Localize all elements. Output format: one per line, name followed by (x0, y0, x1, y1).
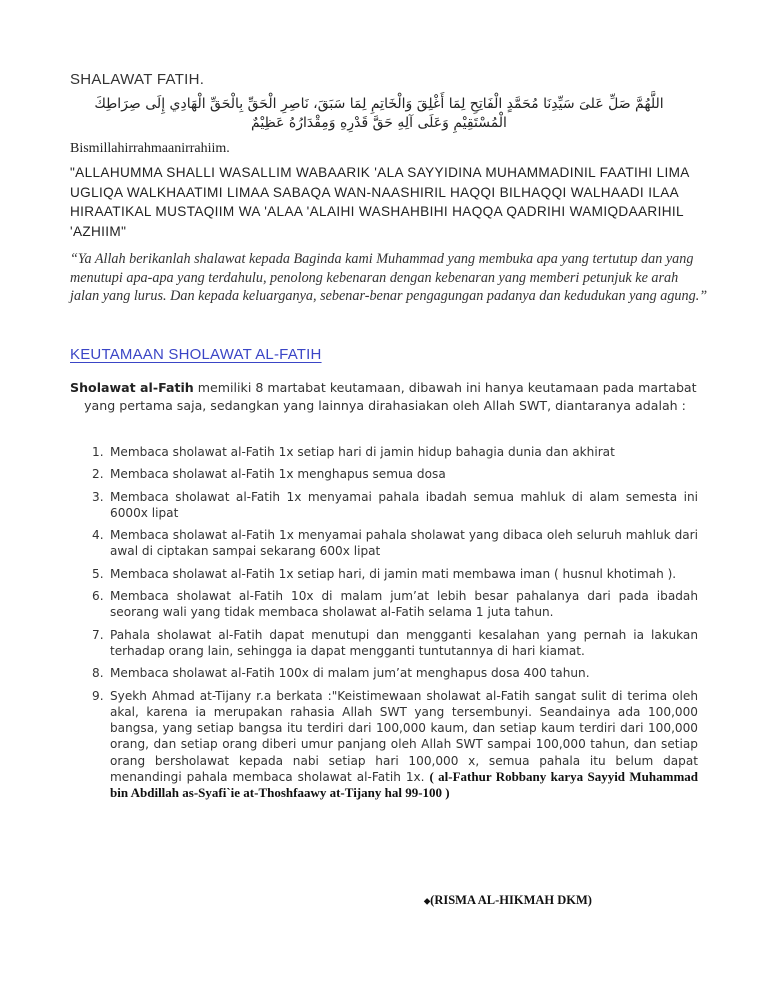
list-item (92, 527, 698, 560)
transliteration-paragraph: "ALLAHUMMA SHALLI WASALLIM WABAARIK 'ALA SAYYIDINA MUHAMMADINIL FAATIHI LIMA UGLIQA WALKHAATIMI LIMAA SABAQA WAN-NAASHIRIL HAQQI BILHAQQI WALHAADI ILAA HIRAATIKAL MUSTAQIIM WA 'ALAA 'ALAIHI WASHAHBIHI HAQQA QADRIHI WAMIQDAARIHIL 'AZHIIM" (70, 165, 689, 239)
intro-paragraph (70, 379, 700, 414)
reference-citation: ( al-Fathur Robbany karya Sayyid Muhammad bin Abdillah as-Syafi`ie at-Thoshfaawy at-Tijany hal 99-100 ) (110, 769, 698, 801)
footer-signature (424, 893, 592, 908)
list-item-number: 3. (92, 489, 104, 504)
bullet-icon: ◆ (424, 896, 431, 906)
list-item (92, 489, 698, 522)
list-item (92, 444, 698, 460)
section-heading-link[interactable]: KEUTAMAAN SHOLAWAT AL-FATIH (70, 346, 322, 363)
list-item-number: 4. (92, 528, 104, 543)
footer-text: (RISMA AL-HIKMAH DKM) (430, 893, 592, 907)
bismillah-line: Bismillahirrahmaanirrahiim. (70, 141, 230, 156)
intro-bold-term: Sholawat al-Fatih (70, 380, 194, 395)
list-item-number: 1. (92, 445, 104, 459)
list-item-number: 9. (92, 688, 104, 703)
list-item-text: Membaca sholawat al-Fatih 10x di malam jum’at lebih besar pahalanya dari pada ibadah seorang wali yang tidak membaca sholawat al-Fatih selama 1 juta tahun. (110, 589, 698, 620)
intro-line-1-text: memiliki 8 martabat keutamaan, dibawah ini hanya keutamaan pada martabat (193, 380, 697, 395)
virtues-list (92, 444, 698, 808)
list-item (92, 627, 698, 660)
list-item-number: 5. (92, 566, 104, 581)
list-item-text: Membaca sholawat al-Fatih 1x menghapus semua dosa (110, 467, 446, 482)
list-item-text: Membaca sholawat al-Fatih 1x setiap hari, di jamin mati membawa iman ( husnul khotimah ). (110, 566, 677, 581)
list-item-text: Membaca sholawat al-Fatih 100x di malam jum’at menghapus dosa 400 tahun. (110, 666, 590, 681)
translation-paragraph: “Ya Allah berikanlah shalawat kepada Baginda kami Muhammad yang membuka apa yang tertutup dan yang menutupi apa-apa yang terdahulu, penolong kebenaran dengan kebenaran yang memberi petunjuk ke arah jalan yang lurus. Dan kepada keluarganya, sebenar-benar pengagungan padanya dan kedudukan yang agung.” (70, 251, 708, 304)
list-item (92, 688, 698, 802)
list-item (92, 588, 698, 621)
list-item-number: 6. (92, 589, 104, 604)
list-item-text: Membaca sholawat al-Fatih 1x menyamai pahala sholawat yang dibaca oleh seluruh mahluk dari awal di ciptakan sampai sekarang 600x lipat (110, 528, 698, 559)
list-item-number: 8. (92, 666, 104, 681)
list-item-number: 2. (92, 467, 104, 482)
list-item-text: Membaca sholawat al-Fatih 1x setiap hari di jamin hidup bahagia dunia dan akhirat (110, 445, 615, 459)
list-item-text: Membaca sholawat al-Fatih 1x menyamai pahala ibadah semua mahluk di alam semesta ini 6000x lipat (110, 489, 698, 520)
list-item-text: Pahala sholawat al-Fatih dapat menutupi dan mengganti kesalahan yang pernah ia lakukan terhadap orang lain, sehingga ia dapat mengganti tuntutannya di hari kiamat. (110, 627, 698, 658)
page-title: SHALAWAT FATIH. (70, 71, 205, 88)
list-item (92, 466, 698, 482)
list-item (92, 665, 698, 681)
arabic-prayer-text: اللَّهُمَّ صَلِّ عَلىَ سَيِّدِنَا مُحَمَّدٍ الْفَاتِحِ لِمَا أَغْلِقَ وَالْخَاتِمِ لِمَا سَبَقَ، نَاصِرِ الْحَقِّ بِالْحَقِّ الْهَادِي إِلَى صِرَاطِكَ الْمُسْتَقِيْمِ وَعَلَى آلِهِ حَقَّ قَدْرِهِ وَمِقْدَارُهُ عَظِيْمٌ (94, 96, 664, 131)
list-item-text: Syekh Ahmad at-Tijany r.a berkata :"Keistimewaan sholawat al-Fatih sangat sulit di terima oleh akal, karena ia merupakan rahasia Allah SWT yang tersembunyi. Seandainya ada 100,000 bangsa, yang setiap bangsa itu terdiri dari 100,000 kaum, dan setiap kaum terdiri dari 100,000 orang, dan setiap orang diberi umur panjang oleh Allah SWT sampai 100,000 tahun, dan setiap orang bersholawat kepada nabi setiap hari 100,000 x, semua pahala itu belum dapat menandingi pahala membaca sholawat al-Fatih 1x. (110, 688, 698, 785)
intro-line-2: yang pertama saja, sedangkan yang lainnya dirahasiakan oleh Allah SWT, diantaranya adalah : (84, 397, 686, 413)
list-item (92, 566, 698, 582)
intro-line-1 (70, 379, 700, 397)
list-item-number: 7. (92, 627, 104, 642)
